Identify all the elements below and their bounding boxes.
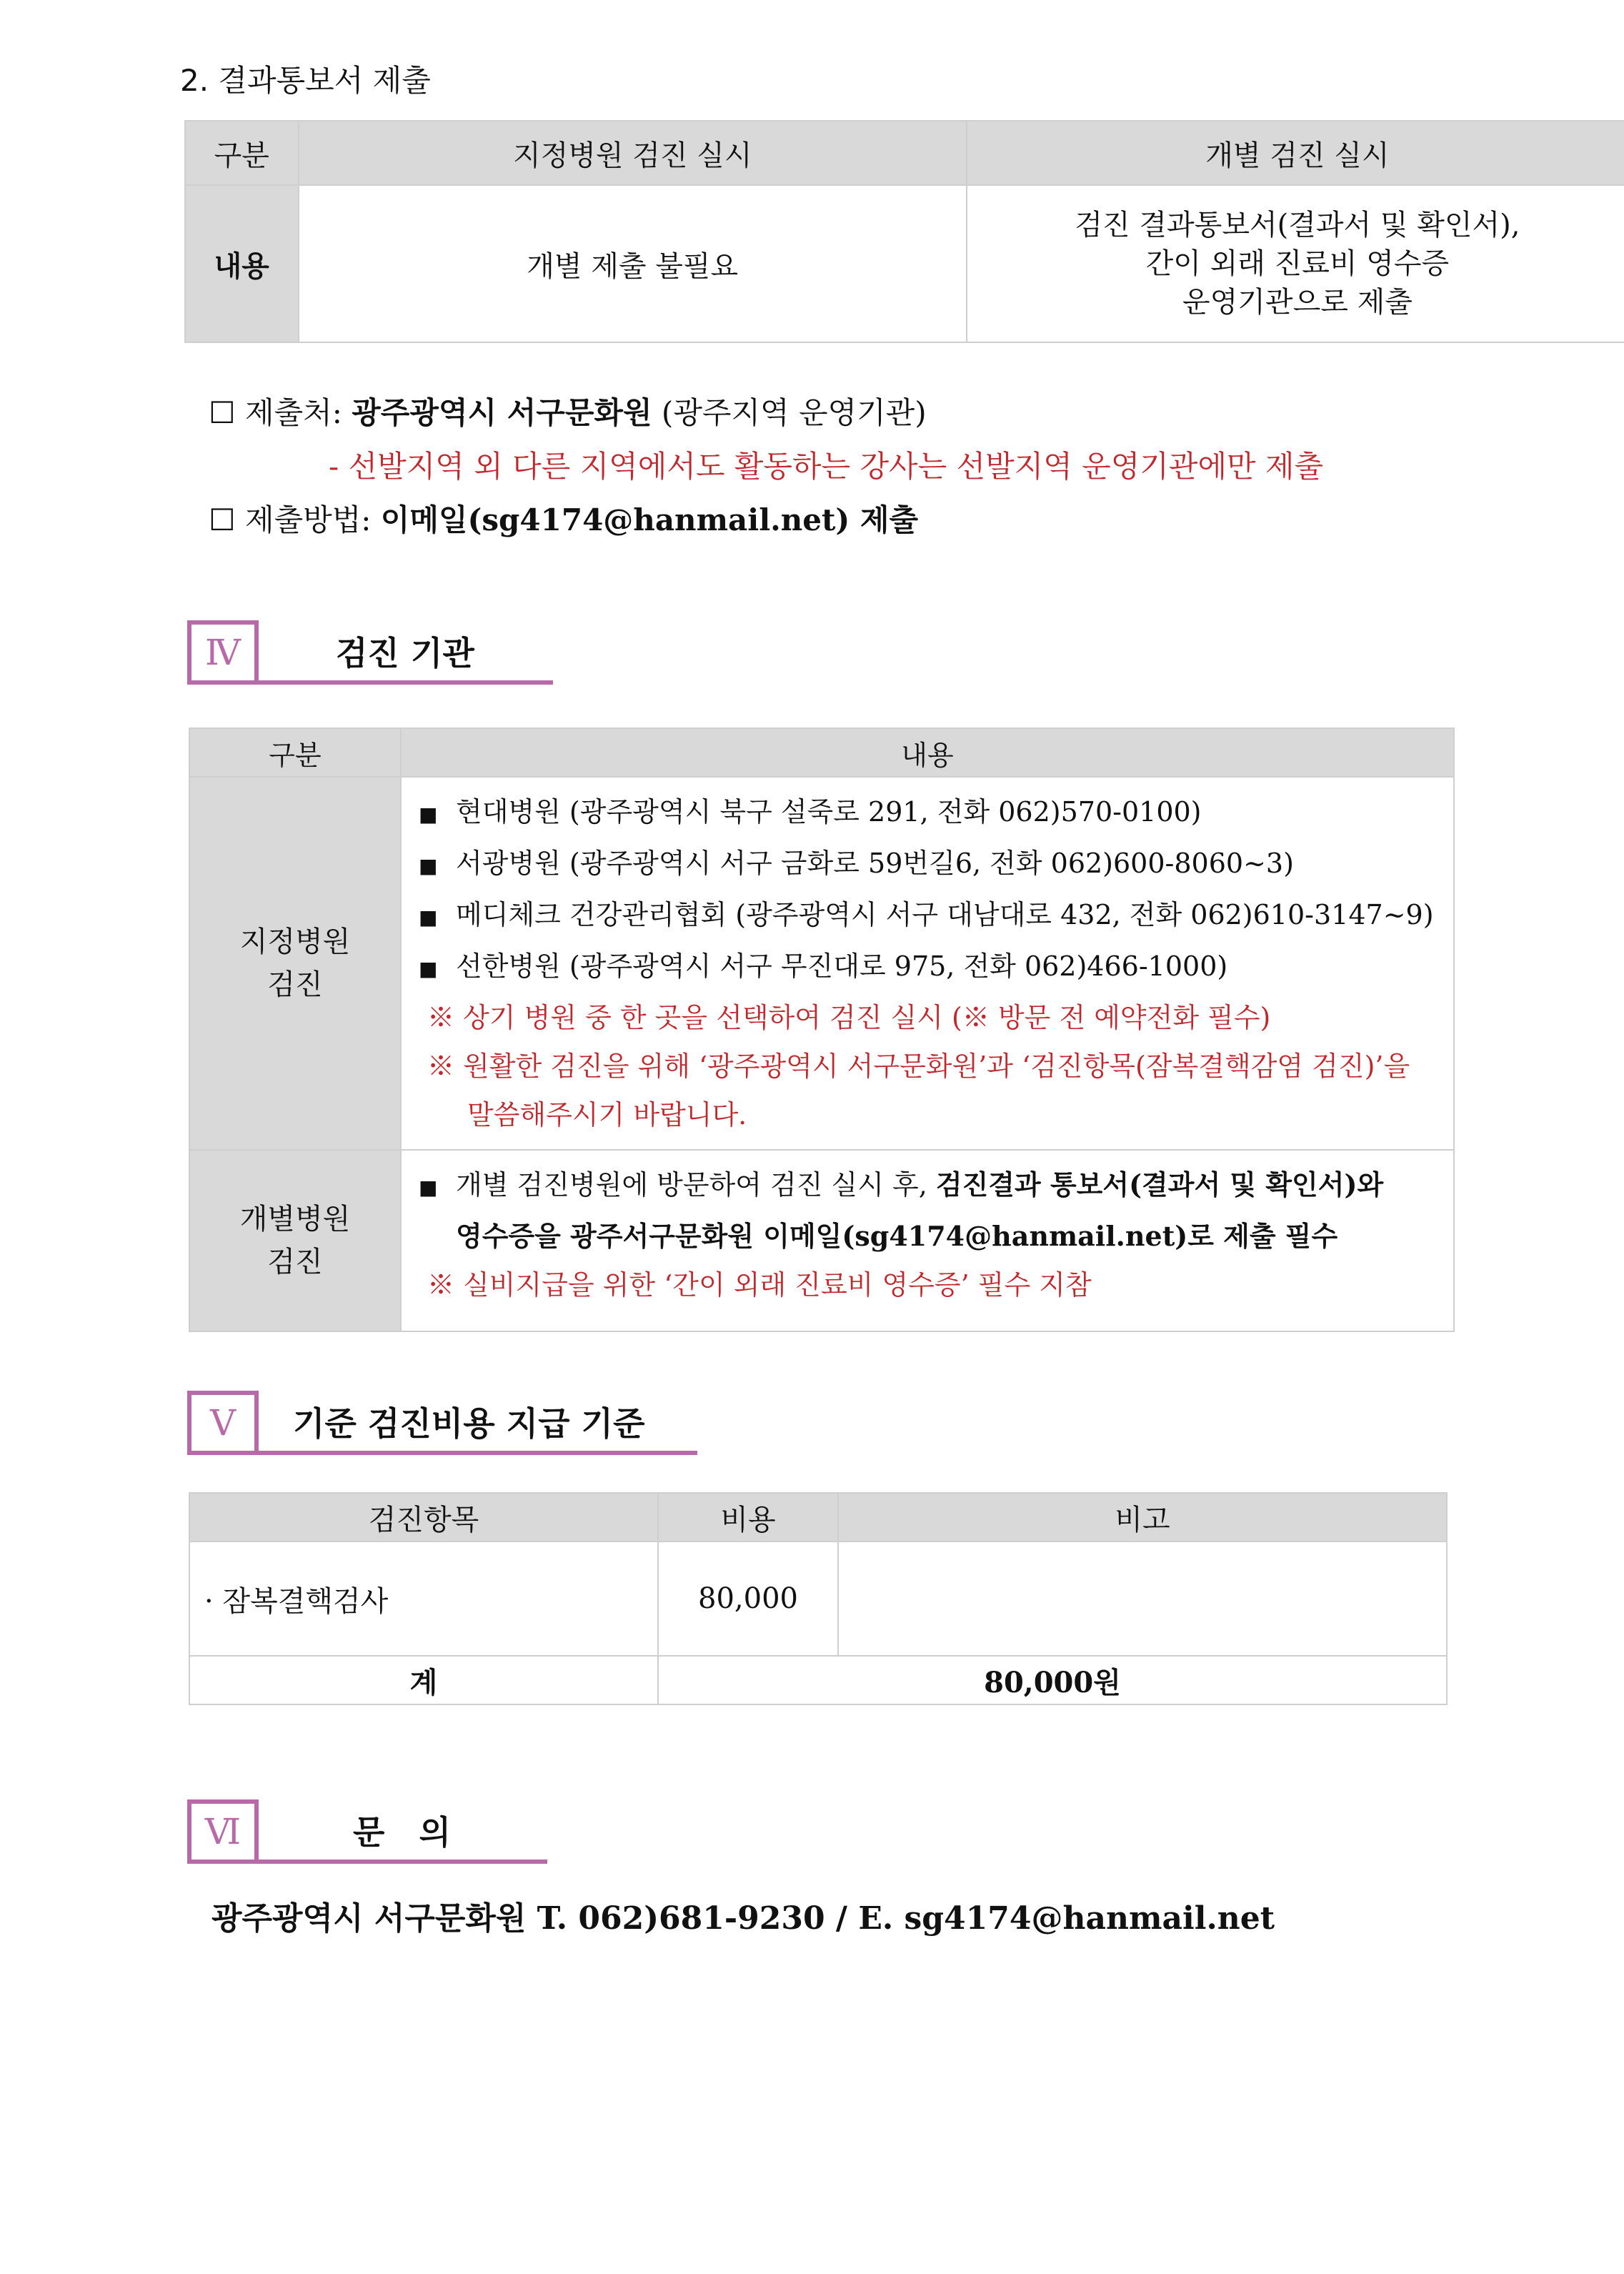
- individual-hospital-info: [401, 1150, 1454, 1331]
- section-2-title: 2. 결과통보서 제출: [180, 63, 431, 98]
- square-bullet-icon: ■: [419, 854, 438, 878]
- section-6-numeral: Ⅵ: [187, 1799, 259, 1864]
- row-label-designated: [189, 777, 401, 1150]
- header-content: 내용: [401, 728, 1454, 777]
- list-item: [419, 1161, 1453, 1212]
- designated-content: 개별 제출 불필요: [299, 185, 967, 342]
- row-label-line: 지정병원: [239, 925, 351, 958]
- result-submission-table: [184, 120, 1624, 343]
- header-cost: 비용: [658, 1493, 838, 1541]
- submit-to: [209, 389, 927, 432]
- hospital-entry: 선한병원 (광주광역시 서구 무진대로 975, 전화 062)466-1000): [456, 950, 1228, 982]
- individual-content-line: 간이 외래 진료비 영수증: [1145, 247, 1450, 280]
- submit-method-label: ☐ 제출방법:: [209, 502, 381, 537]
- section-6-underline: [259, 1860, 547, 1864]
- submit-method: [209, 497, 918, 540]
- individual-text-a: 개별 검진병원에 방문하여 검진 실시 후,: [456, 1169, 936, 1201]
- list-item: [419, 788, 1453, 839]
- hospital-entry: 메디체크 건강관리협회 (광주광역시 서구 대남대로 432, 전화 062)610-3147~9): [456, 899, 1434, 930]
- designated-note-1: ※ 상기 병원 중 한 곳을 선택하여 검진 실시 (※ 방문 전 예약전화 필수): [427, 1002, 1271, 1033]
- designated-hospital-list: [401, 777, 1454, 1150]
- list-item: [419, 942, 1453, 993]
- submit-to-label: ☐ 제출처:: [209, 395, 352, 430]
- individual-content-line: 검진 결과통보서(결과서 및 확인서),: [1075, 209, 1520, 242]
- submit-method-value: 이메일(sg4174@hanmail.net) 제출: [380, 502, 919, 537]
- row-label-line: 개별병원: [239, 1203, 351, 1236]
- row-label-content: 내용: [185, 185, 299, 342]
- section-4-title: 검진 기관: [336, 634, 474, 672]
- list-item: [419, 839, 1453, 890]
- total-label: 계: [189, 1656, 658, 1704]
- section-4-underline: [259, 680, 553, 685]
- square-bullet-icon: ■: [419, 905, 438, 929]
- header-designated: 지정병원 검진 실시: [299, 121, 967, 185]
- designated-note-2: ※ 원활한 검진을 위해 ‘광주광역시 서구문화원’과 ‘검진항목(잠복결핵감염 검진)’을: [427, 1051, 1410, 1082]
- individual-note: ※ 실비지급을 위한 ‘간이 외래 진료비 영수증’ 필수 지참: [427, 1269, 1092, 1301]
- individual-text-b: 검진결과 통보서(결과서 및 확인서)와: [935, 1168, 1384, 1201]
- checkup-cost-table: [189, 1492, 1448, 1705]
- header-category: 구분: [185, 121, 299, 185]
- square-bullet-icon: ■: [419, 1176, 438, 1199]
- hospital-entry: 서광병원 (광주광역시 서구 금화로 59번길6, 전화 062)600-8060~3): [456, 848, 1294, 879]
- individual-content: [967, 185, 1624, 342]
- cost-value: 80,000: [658, 1541, 838, 1656]
- individual-text-c: 영수증을 광주서구문화원 이메일(sg4174@hanmail.net)로 제출 필수: [456, 1220, 1338, 1252]
- submit-to-note: (광주지역 운영기관): [652, 395, 927, 430]
- section-4-numeral: Ⅳ: [187, 620, 259, 685]
- section-5-numeral: Ⅴ: [187, 1391, 259, 1455]
- square-bullet-icon: ■: [419, 957, 438, 980]
- hospital-entry: 현대병원 (광주광역시 북구 설죽로 291, 전화 062)570-0100): [456, 796, 1202, 828]
- contact-info: 광주광역시 서구문화원 T. 062)681-9230 / E. sg4174@hanmail.net: [211, 1900, 1275, 1937]
- total-value: 80,000원: [658, 1656, 1447, 1704]
- section-5-underline: [259, 1451, 697, 1455]
- header-remark: 비고: [838, 1493, 1447, 1541]
- section-5-title: 기준 검진비용 지급 기준: [293, 1404, 645, 1443]
- cost-item: · 잠복결핵검사: [189, 1541, 658, 1656]
- header-item: 검진항목: [189, 1493, 658, 1541]
- submit-to-value: 광주광역시 서구문화원: [352, 395, 652, 430]
- cost-remark: [838, 1541, 1447, 1656]
- designated-note-2-cont: 말씀해주시기 바랍니다.: [467, 1099, 747, 1131]
- row-label-line: 검진: [267, 1246, 323, 1278]
- list-item: [419, 890, 1453, 942]
- individual-content-line: 운영기관으로 제출: [1182, 286, 1413, 319]
- section-6-title: 문 의: [353, 1813, 451, 1852]
- header-individual: 개별 검진 실시: [967, 121, 1624, 185]
- row-label-individual: [189, 1150, 401, 1331]
- row-label-line: 검진: [267, 968, 323, 1001]
- header-category: 구분: [189, 728, 401, 777]
- square-bullet-icon: ■: [419, 803, 438, 826]
- checkup-institution-table: [189, 728, 1455, 1332]
- submit-to-subnote: - 선발지역 외 다른 지역에서도 활동하는 강사는 선발지역 운영기관에만 제출: [329, 449, 1324, 484]
